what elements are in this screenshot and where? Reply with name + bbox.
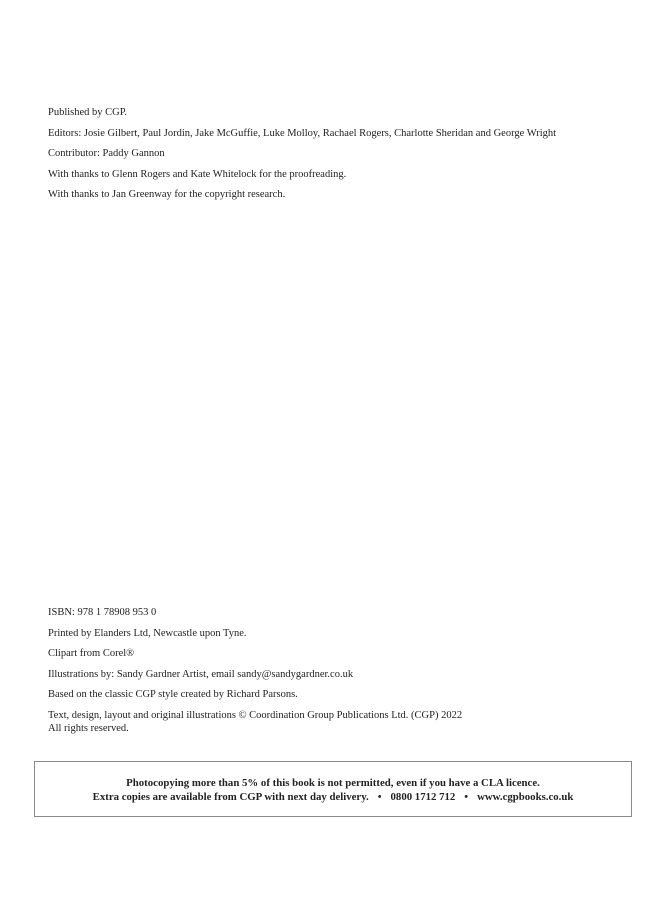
contributor-text: Contributor: Paddy Gannon bbox=[48, 148, 165, 160]
website-text: www.cgpbooks.co.uk bbox=[477, 791, 574, 803]
rights-text: All rights reserved. bbox=[48, 722, 129, 734]
based-on-text: Based on the classic CGP style created by Richard Parsons. bbox=[48, 689, 298, 701]
published-by-text: Published by CGP. bbox=[48, 107, 128, 118]
isbn-text: ISBN: 978 1 78908 953 0 bbox=[48, 607, 157, 618]
extra-copies-text: Extra copies are available from CGP with next day delivery. bbox=[92, 791, 369, 803]
extra-copies-line bbox=[35, 791, 631, 803]
editors-text: Editors: Josie Gilbert, Paul Jordin, Jake McGuffie, Luke Molloy, Rachael Rogers, Charlotte Sheridan and George Wright bbox=[48, 127, 557, 139]
photocopy-notice-box bbox=[34, 761, 632, 817]
bullet-separator: • bbox=[377, 791, 382, 803]
photocopy-notice-text: Photocopying more than 5% of this book is not permitted, even if you have a CLA licence. bbox=[126, 777, 540, 789]
printed-by-text: Printed by Elanders Ltd, Newcastle upon Tyne. bbox=[48, 627, 247, 639]
credits-block bbox=[48, 106, 620, 209]
thanks-copyright-text: With thanks to Jan Greenway for the copyright research. bbox=[48, 189, 286, 201]
thanks-proofreading-text: With thanks to Glenn Rogers and Kate Whitelock for the proofreading. bbox=[48, 168, 347, 180]
imprint-block bbox=[48, 606, 620, 743]
copyright-text: Text, design, layout and original illustrations © Coordination Group Publications Ltd. (CGP) 2022 bbox=[48, 709, 463, 721]
illustrations-text: Illustrations by: Sandy Gardner Artist, email sandy@sandygardner.co.uk bbox=[48, 668, 354, 680]
bullet-separator: • bbox=[464, 791, 469, 803]
clipart-text: Clipart from Corel® bbox=[48, 648, 135, 660]
phone-number-text: 0800 1712 712 bbox=[390, 791, 456, 803]
